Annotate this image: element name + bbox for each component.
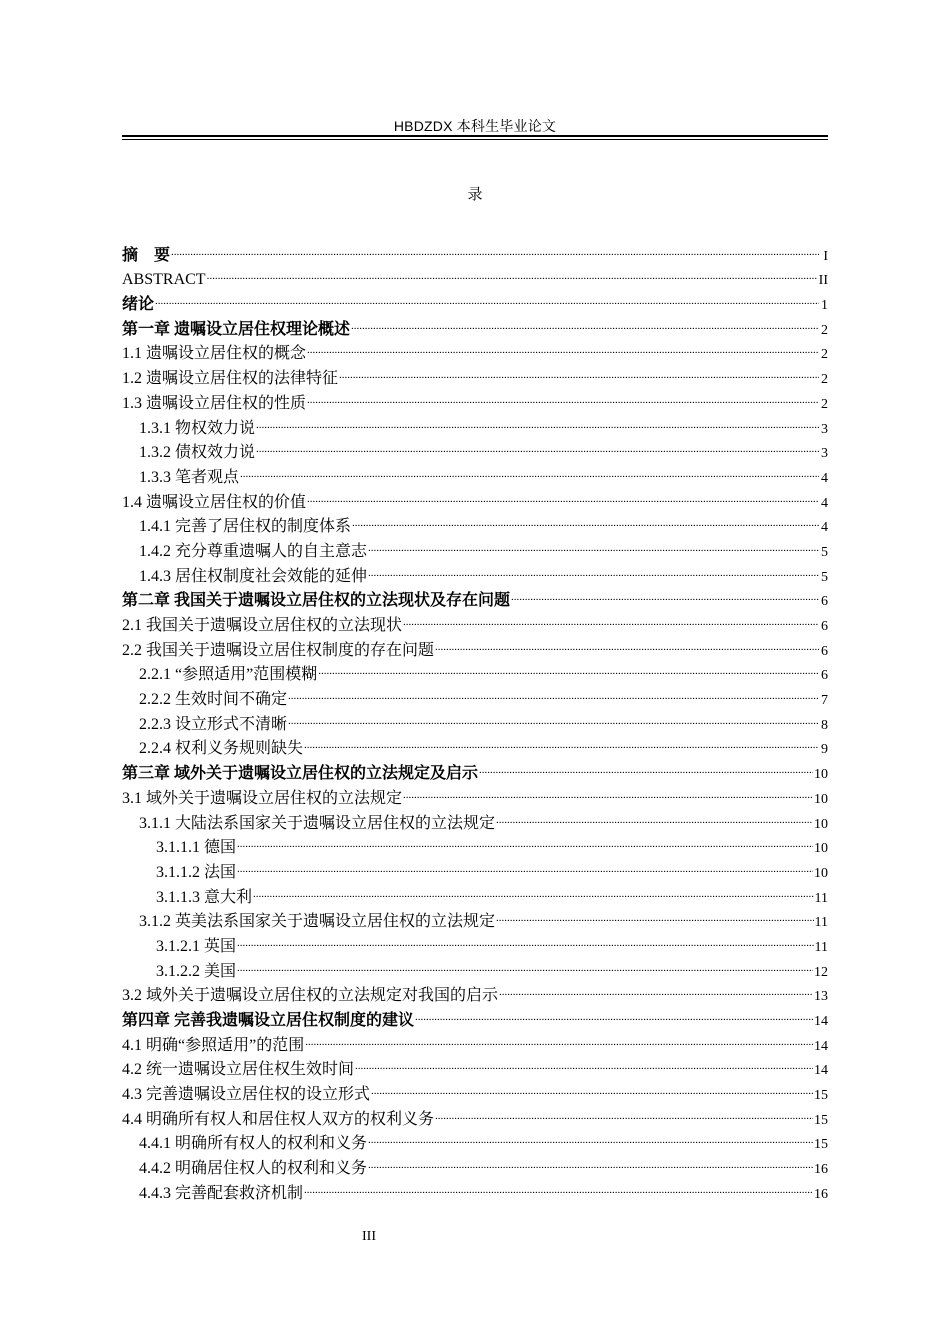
- toc-dot-leader: [511, 581, 819, 606]
- toc-dot-leader: [305, 1025, 813, 1050]
- toc-dot-leader: [496, 902, 814, 927]
- toc-dot-leader: [435, 630, 819, 655]
- toc-entry-page: II: [818, 273, 828, 289]
- toc-entry-label: 第三章 域外关于遗嘱设立居住权的立法规定及启示: [122, 765, 479, 783]
- toc-entry-page: 14: [814, 1014, 828, 1029]
- toc-dot-leader: [368, 1148, 813, 1173]
- toc-dot-leader: [403, 778, 813, 803]
- toc-dot-leader: [207, 260, 818, 285]
- toc-dot-leader: [435, 1099, 813, 1124]
- toc-entry-label: 4.4 明确所有权人和居住权人双方的权利义务: [122, 1110, 435, 1128]
- toc-dot-leader: [371, 1074, 813, 1099]
- toc-dot-leader: [256, 408, 819, 433]
- toc-entry-label: 2.2.2 生效时间不确定: [139, 691, 288, 709]
- toc-entry-page: 10: [814, 816, 828, 832]
- toc-entry-label: 4.4.3 完善配套救济机制: [139, 1184, 304, 1202]
- header-rule-thick: [122, 135, 828, 137]
- toc-dot-leader: [352, 507, 819, 532]
- toc-entry-label: 3.1.2.1 英国: [156, 937, 237, 955]
- toc-dot-leader: [318, 655, 819, 680]
- toc-entry-page: 15: [814, 1112, 828, 1128]
- toc-entry-label: 1.3.2 债权效力说: [139, 444, 256, 462]
- toc-entry-label: 3.1.1.1 德国: [156, 839, 237, 857]
- toc-entry-label: 1.4.1 完善了居住权的制度体系: [139, 518, 352, 536]
- toc-entry-label: 1.3 遗嘱设立居住权的性质: [122, 394, 307, 412]
- toc-entry-page: 10: [814, 767, 828, 783]
- toc-entry-page: 2: [821, 322, 828, 338]
- toc-entry-label: 第一章 遗嘱设立居住权理论概述: [122, 320, 351, 338]
- toc-entry-label: 2.2.4 权利义务规则缺失: [139, 740, 304, 758]
- toc-entry-label: 4.3 完善遗嘱设立居住权的设立形式: [122, 1086, 371, 1104]
- toc-dot-leader: [240, 457, 819, 482]
- toc-entry-label: 3.1.1.2 法国: [156, 863, 237, 881]
- toc-entry-label: 4.4.2 明确居住权人的权利和义务: [139, 1160, 368, 1178]
- toc-dot-leader: [307, 383, 819, 408]
- toc-entry-label: 3.1.2 英美法系国家关于遗嘱设立居住权的立法规定: [139, 913, 496, 931]
- toc-entry-page: 6: [821, 643, 828, 659]
- table-of-contents: [122, 235, 828, 1202]
- toc-dot-leader: [479, 753, 813, 778]
- toc-entry-page: 6: [821, 594, 828, 610]
- toc-entry[interactable]: [122, 260, 828, 289]
- toc-entry-page: 7: [821, 693, 828, 709]
- toc-entry-page: 4: [821, 470, 828, 486]
- toc-dot-leader: [288, 704, 819, 729]
- toc-dot-leader: [237, 926, 814, 951]
- toc-dot-leader: [496, 803, 813, 828]
- toc-entry-label: 3.2 域外关于遗嘱设立居住权的立法规定对我国的启示: [122, 987, 499, 1005]
- toc-entry[interactable]: [122, 309, 828, 338]
- toc-entry-label: 1.1 遗嘱设立居住权的概念: [122, 345, 307, 363]
- toc-entry-label: 4.1 明确“参照适用”的范围: [122, 1036, 305, 1054]
- toc-entry-label: 第二章 我国关于遗嘱设立居住权的立法现状及存在问题: [122, 592, 511, 610]
- toc-entry-label: 1.4.2 充分尊重遗嘱人的自主意志: [139, 542, 368, 560]
- toc-entry-page: 4: [821, 495, 828, 511]
- toc-entry-page: 11: [814, 890, 828, 906]
- toc-dot-leader: [499, 976, 813, 1001]
- toc-dot-leader: [339, 358, 819, 383]
- toc-dot-leader: [368, 556, 819, 581]
- toc-entry-page: 16: [814, 1162, 828, 1178]
- toc-entry-label: 2.2 我国关于遗嘱设立居住权制度的存在问题: [122, 641, 435, 659]
- toc-entry-page: 4: [821, 520, 828, 536]
- toc-entry-page: 13: [814, 989, 828, 1005]
- toc-dot-leader: [304, 1173, 813, 1198]
- toc-dot-leader: [415, 1000, 813, 1025]
- toc-entry-label: 2.2.3 设立形式不清晰: [139, 715, 288, 733]
- toc-entry-page: 5: [821, 569, 828, 585]
- toc-dot-leader: [307, 482, 819, 507]
- toc-dot-leader: [237, 828, 813, 853]
- toc-entry-page: 1: [821, 298, 828, 314]
- toc-entry-page: 14: [814, 1063, 828, 1079]
- toc-entry-label: 1.4 遗嘱设立居住权的价值: [122, 493, 307, 511]
- toc-dot-leader: [355, 1050, 813, 1075]
- toc-entry-label: 2.2.1 “参照适用”范围模糊: [139, 666, 318, 684]
- toc-entry-page: 8: [821, 717, 828, 733]
- toc-dot-leader: [256, 433, 819, 458]
- toc-entry-label: 2.1 我国关于遗嘱设立居住权的立法现状: [122, 617, 403, 634]
- toc-title: 录: [467, 187, 483, 203]
- toc-entry-page: 2: [821, 347, 828, 363]
- toc-entry-page: 10: [814, 791, 828, 807]
- running-header: HBDZDX 本科生毕业论文: [393, 118, 557, 134]
- toc-entry-page: 6: [821, 619, 828, 634]
- toc-entry-label: 3.1.1 大陆法系国家关于遗嘱设立居住权的立法规定: [139, 814, 496, 832]
- toc-entry-label: 1.3.1 物权效力说: [139, 419, 256, 437]
- header-rule-thin: [122, 139, 828, 140]
- toc-dot-leader: [351, 309, 819, 334]
- toc-entry-page: 10: [814, 841, 828, 857]
- toc-entry[interactable]: [122, 235, 828, 264]
- toc-entry-page: 15: [814, 1137, 828, 1153]
- toc-dot-leader: [288, 679, 819, 704]
- toc-dot-leader: [368, 531, 819, 556]
- toc-entry-page: 2: [821, 396, 828, 412]
- toc-dot-leader: [155, 284, 819, 309]
- toc-entry-page: 10: [814, 865, 828, 881]
- toc-entry-page: 11: [814, 939, 828, 955]
- toc-entry-label: 1.3.3 笔者观点: [139, 468, 240, 486]
- toc-entry-page: 16: [814, 1186, 828, 1202]
- toc-entry-page: 12: [814, 964, 828, 980]
- toc-entry-label: 3.1.2.2 美国: [156, 962, 237, 980]
- toc-entry-page: 9: [821, 742, 828, 758]
- toc-entry-label: 1.4.3 居住权制度社会效能的延伸: [139, 567, 368, 585]
- toc-entry-page: 3: [821, 421, 828, 437]
- toc-dot-leader: [237, 852, 813, 877]
- toc-entry-label: ABSTRACT: [122, 271, 206, 289]
- toc-dot-leader: [171, 235, 819, 260]
- toc-entry-label: 摘 要: [122, 246, 171, 264]
- toc-dot-leader: [307, 334, 819, 359]
- toc-entry-page: 6: [821, 668, 828, 684]
- toc-entry-page: 15: [814, 1088, 828, 1104]
- toc-dot-leader: [237, 951, 813, 976]
- toc-dot-leader: [368, 1124, 813, 1149]
- toc-entry-label: 4.4.1 明确所有权人的权利和义务: [139, 1135, 368, 1153]
- toc-entry-page: I: [823, 248, 828, 264]
- toc-entry-label: 绪论: [122, 296, 155, 314]
- toc-dot-leader: [403, 605, 819, 630]
- toc-entry[interactable]: [122, 284, 828, 314]
- toc-entry-page: 2: [821, 372, 828, 388]
- toc-dot-leader: [253, 877, 814, 902]
- toc-dot-leader: [304, 729, 819, 754]
- toc-entry-label: 1.2 遗嘱设立居住权的法律特征: [122, 370, 339, 388]
- toc-entry-page: 11: [814, 915, 828, 931]
- toc-entry-label: 第四章 完善我遗嘱设立居住权制度的建议: [122, 1012, 415, 1029]
- toc-entry-page: 14: [814, 1038, 828, 1054]
- toc-entry-label: 3.1.1.3 意大利: [156, 888, 253, 906]
- toc-entry-label: 3.1 域外关于遗嘱设立居住权的立法规定: [122, 789, 403, 807]
- page-number: III: [362, 1229, 376, 1244]
- toc-entry-page: 5: [821, 544, 828, 560]
- toc-entry-page: 3: [821, 446, 828, 462]
- toc-entry-label: 4.2 统一遗嘱设立居住权生效时间: [122, 1061, 355, 1079]
